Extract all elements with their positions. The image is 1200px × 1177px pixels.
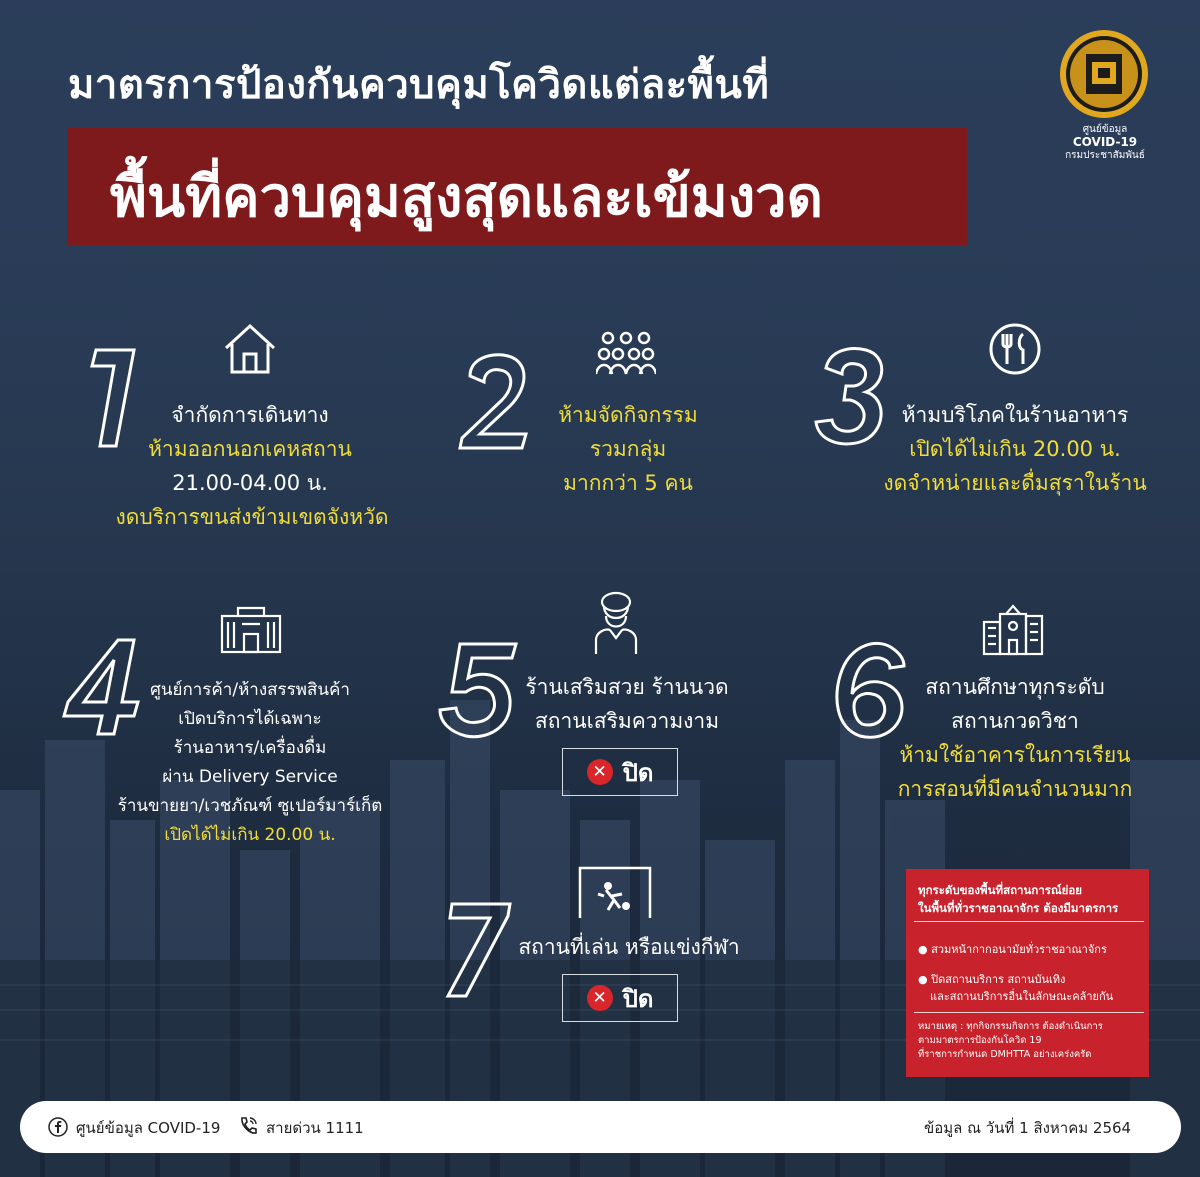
soccer-goal-icon [578, 864, 652, 920]
footer-facebook-label[interactable]: ศูนย์ข้อมูล COVID-19 [76, 1119, 221, 1137]
headline: มาตรการป้องกันควบคุมโควิดแต่ละพื้นที่ [68, 62, 770, 108]
item-4-line-4: ผ่าน Delivery Service [162, 767, 338, 787]
item-2-line-3: มากกว่า 5 คน [563, 471, 693, 495]
notice-note-1: หมายเหตุ : ทุกกิจกรรมกิจการ ต้องดำเนินการ [918, 1021, 1103, 1032]
item-3-line-1: ห้ามบริโภคในร้านอาหาร [901, 403, 1129, 427]
notice-bullet-1-text: สวมหน้ากากอนามัยทั่วราชอาณาจักร [931, 943, 1107, 956]
item-6-line-4: การสอนที่มีคนจำนวนมาก [897, 777, 1133, 801]
item-5-closed-badge [562, 748, 678, 796]
notice-divider-2 [914, 1012, 1144, 1013]
item-6-line-3: ห้ามใช้อาคารในการเรียน [899, 743, 1131, 767]
notice-heading-1: ทุกระดับของพื้นที่สถานการณ์ย่อย [918, 883, 1083, 897]
item-2-line-2: รวมกลุ่ม [589, 437, 667, 461]
notice-bullet-1: ● สวมหน้ากากอนามัยทั่วราชอาณาจักร [918, 943, 1107, 956]
item-5-status: ปิด [622, 758, 654, 787]
facebook-icon[interactable] [48, 1117, 68, 1137]
notice-bullet-2b: และสถานบริการอื่นในลักษณะคล้ายกัน [930, 990, 1114, 1003]
logo-caption-line3: กรมประชาสัมพันธ์ [1065, 150, 1145, 161]
notice-bullet-2-text: ปิดสถานบริการ สถานบันเทิง [931, 973, 1066, 986]
notice-divider-1 [914, 921, 1144, 922]
item-1-line-4: งดบริการขนส่งข้ามเขตจังหวัด [115, 505, 389, 529]
item-3-line-3: งดจำหน่ายและดื่มสุราในร้าน [883, 471, 1147, 495]
house-icon [222, 320, 278, 376]
item-number-2 [456, 350, 536, 450]
footer-hotline-label[interactable]: สายด่วน 1111 [266, 1119, 364, 1137]
phone-icon [238, 1116, 258, 1136]
item-1-line-1: จำกัดการเดินทาง [171, 403, 329, 427]
fork-knife-plate-icon [988, 322, 1042, 376]
item-4-line-2: เปิดบริการได้เฉพาะ [178, 709, 322, 729]
item-4-line-6: เปิดได้ไม่เกิน 20.00 น. [164, 825, 336, 845]
footer-date-label: ข้อมูล ณ วันที่ 1 สิงหาคม 2564 [924, 1119, 1132, 1137]
notice-note-3: ที่ราชการกำหนด DMHTTA อย่างเคร่งครัด [918, 1049, 1092, 1060]
school-buildings-icon [982, 604, 1044, 656]
item-7-closed-badge [562, 974, 678, 1022]
item-2-line-1: ห้ามจัดกิจกรรม [558, 403, 698, 427]
item-4-line-3: ร้านอาหาร/เครื่องดื่ม [173, 738, 327, 758]
item-3-line-2: เปิดได้ไม่เกิน 20.00 น. [909, 437, 1121, 461]
notice-bullet-2: ● ปิดสถานบริการ สถานบันเทิง [918, 973, 1066, 986]
item-7-status: ปิด [622, 984, 654, 1013]
spa-person-icon [590, 590, 642, 656]
notice-heading-2: ในพื้นที่ทั่วราชอาณาจักร ต้องมีมาตรการ [918, 901, 1119, 915]
logo-caption-line2: COVID-19 [1072, 135, 1138, 149]
item-1-line-3: 21.00-04.00 น. [172, 471, 328, 495]
close-x-icon: ✕ [587, 759, 613, 785]
item-1-line-2: ห้ามออกนอกเคหสถาน [148, 437, 352, 461]
group-people-icon [596, 330, 656, 376]
government-seal-logo [1058, 28, 1150, 120]
item-number-5 [436, 640, 520, 740]
item-5-line-2: สถานเสริมความงาม [534, 709, 720, 733]
banner-title: พื้นที่ควบคุมสูงสุดและเข้มงวด [110, 165, 823, 230]
item-6-line-1: สถานศึกษาทุกระดับ [925, 675, 1105, 699]
item-5-line-1: ร้านเสริมสวย ร้านนวด [525, 675, 729, 699]
item-number-3 [810, 344, 894, 448]
item-6-line-2: สถานกวดวิชา [951, 709, 1079, 733]
item-7-line-1: สถานที่เล่น หรือแข่งกีฬา [518, 935, 740, 959]
logo-caption [1040, 124, 1170, 162]
notice-note-2: ตามมาตรการป้องกันโควิด 19 [918, 1035, 1042, 1046]
close-x-icon: ✕ [587, 985, 613, 1011]
shopping-mall-icon [218, 604, 284, 654]
logo-caption-line1: ศูนย์ข้อมูล [1082, 124, 1128, 135]
item-number-1 [82, 346, 142, 450]
item-4-line-1: ศูนย์การค้า/ห้างสรรพสินค้า [150, 680, 350, 700]
item-number-7 [438, 900, 512, 998]
item-4-line-5: ร้านขายยา/เวชภัณฑ์ ซูเปอร์มาร์เก็ต [117, 796, 383, 816]
